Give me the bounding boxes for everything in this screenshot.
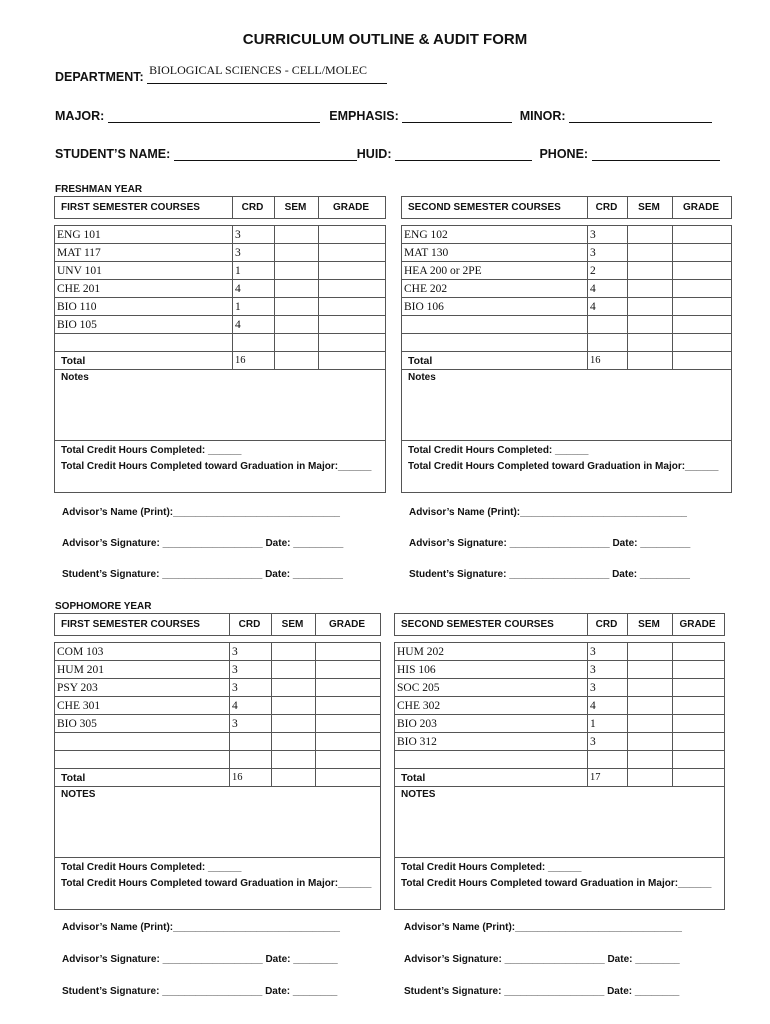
credit-cell: 4 [233,316,275,334]
total-credits: 16 [588,352,628,370]
semester-cell[interactable] [275,316,319,334]
student-row [55,147,720,161]
huid-field[interactable] [395,148,532,161]
minor-field[interactable] [569,110,712,123]
total-label: Total [55,769,230,787]
credit-graduation-line[interactable]: Total Credit Hours Completed toward Graduation in Major:______ [61,878,372,889]
total-grade-cell [316,769,381,787]
grade-column-header: GRADE [319,197,386,219]
crd-column-header: CRD [230,614,272,636]
spacer-cell [402,219,588,226]
credit-summary-row [55,858,381,910]
credit-completed-line[interactable]: Total Credit Hours Completed: ______ [61,445,242,456]
semester-cell[interactable] [628,697,673,715]
total-sem-cell [628,352,673,370]
semester-cell[interactable] [272,751,316,769]
grade-cell[interactable] [673,316,732,334]
table-row [395,661,725,679]
table-row [402,316,732,334]
credit-cell: 1 [233,262,275,280]
total-sem-cell [628,769,673,787]
credit-completed-line[interactable]: Total Credit Hours Completed: ______ [401,862,582,873]
course-cell: CHE 302 [395,697,588,715]
total-grade-cell [673,352,732,370]
table-row [55,316,386,334]
table-row [402,226,732,244]
spacer-cell [233,219,275,226]
semester-cell[interactable] [628,244,673,262]
crd-column-header: CRD [233,197,275,219]
credit-graduation-line[interactable]: Total Credit Hours Completed toward Graduation in Major:______ [61,461,372,472]
grade-column-header: GRADE [673,614,725,636]
credit-cell: 1 [233,298,275,316]
semester-cell[interactable] [275,226,319,244]
table-row [55,715,381,733]
table-row [395,733,725,751]
grade-cell[interactable] [316,751,381,769]
table-row [55,643,381,661]
student-name-label: STUDENT’S NAME: [55,147,171,161]
course-cell: CHE 202 [402,280,588,298]
total-credits: 16 [230,769,272,787]
course-cell: SOC 205 [395,679,588,697]
course-cell: HUM 201 [55,661,230,679]
department-row [55,63,387,84]
course-cell: PSY 203 [55,679,230,697]
course-cell [395,751,588,769]
so2-advisor-signature[interactable]: Advisor’s Signature: __________________ Date: ________ [404,954,680,965]
credit-cell [588,751,628,769]
credit-cell: 4 [588,280,628,298]
table-row [402,262,732,280]
semester-cell[interactable] [628,280,673,298]
course-cell: BIO 110 [55,298,233,316]
grade-cell[interactable] [319,316,386,334]
course-cell: BIO 105 [55,316,233,334]
credit-cell: 3 [588,661,628,679]
credit-cell: 3 [588,733,628,751]
semester-cell[interactable] [628,316,673,334]
so1-advisor-name[interactable]: Advisor’s Name (Print):______________________________ [62,922,340,933]
semester-cell[interactable] [628,226,673,244]
semester-cell[interactable] [272,697,316,715]
course-cell: HIS 106 [395,661,588,679]
freshman-first-semester-table [54,196,386,493]
table-row [402,334,732,352]
sophomore-year-label: SOPHOMORE YEAR [55,601,152,612]
table-row [55,661,381,679]
credit-summary-row [55,441,386,493]
semester-cell[interactable] [275,334,319,352]
notes-row [55,787,381,858]
course-cell: CHE 301 [55,697,230,715]
semester-cell[interactable] [628,751,673,769]
sem-column-header: SEM [628,197,673,219]
credit-completed-line[interactable]: Total Credit Hours Completed: ______ [408,445,589,456]
spacer-cell [319,219,386,226]
credit-summary-row [395,858,725,910]
spacer-cell [230,636,272,643]
grade-cell[interactable] [673,262,732,280]
row-spacer [55,636,381,643]
credit-completed-line[interactable]: Total Credit Hours Completed: ______ [61,862,242,873]
credit-cell: 4 [230,697,272,715]
semester-cell[interactable] [275,262,319,280]
notes-field[interactable]: Notes [402,370,732,441]
credit-cell: 3 [233,244,275,262]
major-field[interactable] [108,110,320,123]
credit-cell [230,733,272,751]
credit-cell: 3 [588,244,628,262]
spacer-cell [628,219,673,226]
notes-row [395,787,725,858]
credit-cell [230,751,272,769]
table-row [395,679,725,697]
grade-cell[interactable] [673,661,725,679]
course-cell [402,334,588,352]
so2-advisor-name[interactable]: Advisor’s Name (Print):______________________________ [404,922,682,933]
table-row [55,751,381,769]
total-credits: 17 [588,769,628,787]
credit-graduation-line[interactable]: Total Credit Hours Completed toward Graduation in Major:______ [401,878,712,889]
course-cell: HEA 200 or 2PE [402,262,588,280]
crd-column-header: CRD [588,614,628,636]
credit-cell [588,334,628,352]
grade-cell[interactable] [673,643,725,661]
total-row [55,352,386,370]
fr1-advisor-name[interactable]: Advisor’s Name (Print):______________________________ [62,507,340,518]
total-row [55,769,381,787]
credit-cell: 3 [230,679,272,697]
total-grade-cell [673,769,725,787]
grade-cell[interactable] [673,715,725,733]
credit-cell [233,334,275,352]
table-row [55,679,381,697]
grade-cell[interactable] [319,244,386,262]
total-label: Total [402,352,588,370]
emphasis-field[interactable] [402,110,512,123]
credit-cell [588,316,628,334]
form-title: CURRICULUM OUTLINE & AUDIT FORM [242,31,528,48]
credit-cell: 4 [588,697,628,715]
total-sem-cell [272,769,316,787]
table-row [402,244,732,262]
crd-column-header: CRD [588,197,628,219]
freshman-second-semester-table [401,196,732,493]
grade-cell[interactable] [673,679,725,697]
minor-label: MINOR: [519,109,566,123]
semester-cell[interactable] [628,733,673,751]
notes-field[interactable]: NOTES [395,787,725,858]
phone-field[interactable] [592,148,720,161]
sem-column-header: SEM [272,614,316,636]
credit-cell: 3 [588,643,628,661]
table-row [55,733,381,751]
table-row [395,697,725,715]
spacer-cell [588,219,628,226]
department-value: BIOLOGICAL SCIENCES - CELL/MOLEC [149,63,368,77]
credit-cell: 4 [588,298,628,316]
credit-cell: 3 [233,226,275,244]
course-cell: ENG 102 [402,226,588,244]
table-row [55,334,386,352]
grade-cell[interactable] [316,697,381,715]
total-credits: 16 [233,352,275,370]
notes-field[interactable]: NOTES [55,787,381,858]
credit-cell: 4 [233,280,275,298]
grade-cell[interactable] [673,226,732,244]
grade-cell[interactable] [673,751,725,769]
row-spacer [55,219,386,226]
row-spacer [395,636,725,643]
grade-cell[interactable] [316,733,381,751]
notes-field[interactable]: Notes [55,370,386,441]
course-cell: HUM 202 [395,643,588,661]
table-row [55,697,381,715]
semester-cell[interactable] [275,244,319,262]
courses-column-header: FIRST SEMESTER COURSES [55,614,230,636]
major-row [55,109,712,123]
sem-column-header: SEM [275,197,319,219]
semester-cell[interactable] [275,280,319,298]
grade-cell[interactable] [673,244,732,262]
spacer-cell [272,636,316,643]
total-grade-cell [319,352,386,370]
table-header [402,197,732,219]
emphasis-label: EMPHASIS: [329,109,399,123]
table-row [395,715,725,733]
sem-column-header: SEM [628,614,673,636]
course-cell: BIO 203 [395,715,588,733]
table-header [55,614,381,636]
grade-cell[interactable] [319,334,386,352]
grade-cell[interactable] [316,679,381,697]
table-row [55,262,386,280]
semester-cell[interactable] [628,643,673,661]
table-header [55,197,386,219]
semester-cell[interactable] [272,715,316,733]
table-row [55,280,386,298]
grade-cell[interactable] [319,226,386,244]
grade-cell[interactable] [316,643,381,661]
spacer-cell [275,219,319,226]
course-cell: ENG 101 [55,226,233,244]
semester-cell[interactable] [628,661,673,679]
course-cell: BIO 305 [55,715,230,733]
credit-cell: 3 [230,643,272,661]
credit-summary-cell [55,441,386,493]
spacer-cell [673,219,732,226]
course-cell: CHE 201 [55,280,233,298]
course-cell: MAT 130 [402,244,588,262]
semester-cell[interactable] [272,733,316,751]
spacer-cell [316,636,381,643]
course-cell: BIO 312 [395,733,588,751]
semester-cell[interactable] [628,679,673,697]
course-cell: MAT 117 [55,244,233,262]
sophomore-second-semester-table [394,613,725,910]
department-label: DEPARTMENT: [55,70,144,84]
total-row [402,352,732,370]
fr2-advisor-signature[interactable]: Advisor’s Signature: __________________ Date: _________ [409,538,691,549]
huid-label: HUID: [356,147,392,161]
grade-cell[interactable] [673,298,732,316]
fr1-student-signature[interactable]: Student’s Signature: __________________ Date: _________ [62,569,343,580]
grade-cell[interactable] [319,298,386,316]
so1-advisor-signature[interactable]: Advisor’s Signature: __________________ Date: ________ [62,954,338,965]
credit-graduation-line[interactable]: Total Credit Hours Completed toward Graduation in Major:______ [408,461,719,472]
department-field[interactable] [147,63,387,84]
table-row [402,280,732,298]
grade-column-header: GRADE [316,614,381,636]
grade-cell[interactable] [673,334,732,352]
total-sem-cell [275,352,319,370]
fr1-advisor-signature[interactable]: Advisor’s Signature: __________________ Date: _________ [62,538,344,549]
credit-cell: 1 [588,715,628,733]
grade-cell[interactable] [673,697,725,715]
freshman-year-label: FRESHMAN YEAR [55,184,143,195]
spacer-cell [55,219,233,226]
grade-cell[interactable] [673,733,725,751]
courses-column-header: FIRST SEMESTER COURSES [55,197,233,219]
courses-column-header: SECOND SEMESTER COURSES [402,197,588,219]
so1-student-signature[interactable]: Student’s Signature: __________________ Date: ________ [62,986,338,997]
row-spacer [402,219,732,226]
semester-cell[interactable] [628,334,673,352]
credit-summary-cell [402,441,732,493]
grade-cell[interactable] [673,280,732,298]
grade-cell[interactable] [316,715,381,733]
phone-label: PHONE: [539,147,589,161]
grade-cell[interactable] [316,661,381,679]
credit-cell: 3 [588,679,628,697]
credit-cell: 3 [230,715,272,733]
total-label: Total [55,352,233,370]
spacer-cell [588,636,628,643]
total-label: Total [395,769,588,787]
semester-cell[interactable] [272,661,316,679]
course-cell: COM 103 [55,643,230,661]
credit-cell: 3 [588,226,628,244]
course-cell: BIO 106 [402,298,588,316]
so2-student-signature[interactable]: Student’s Signature: __________________ Date: ________ [404,986,680,997]
spacer-cell [55,636,230,643]
credit-cell: 3 [230,661,272,679]
total-row [395,769,725,787]
credit-cell: 2 [588,262,628,280]
credit-summary-row [402,441,732,493]
semester-cell[interactable] [628,715,673,733]
semester-cell[interactable] [272,679,316,697]
semester-cell[interactable] [628,298,673,316]
table-row [395,643,725,661]
sophomore-first-semester-table [54,613,381,910]
student-name-field[interactable] [174,148,357,161]
credit-summary-cell [395,858,725,910]
spacer-cell [395,636,588,643]
grade-cell[interactable] [319,280,386,298]
spacer-cell [673,636,725,643]
semester-cell[interactable] [628,262,673,280]
table-header [395,614,725,636]
grade-cell[interactable] [319,262,386,280]
course-cell [55,733,230,751]
table-row [395,751,725,769]
course-cell: UNV 101 [55,262,233,280]
spacer-cell [628,636,673,643]
table-row [55,298,386,316]
major-label: MAJOR: [55,109,105,123]
table-row [55,226,386,244]
table-row [402,298,732,316]
grade-column-header: GRADE [673,197,732,219]
course-cell [402,316,588,334]
credit-summary-cell [55,858,381,910]
fr2-advisor-name[interactable]: Advisor’s Name (Print):______________________________ [409,507,687,518]
course-cell [55,334,233,352]
semester-cell[interactable] [272,643,316,661]
notes-row [55,370,386,441]
course-cell [55,751,230,769]
fr2-student-signature[interactable]: Student’s Signature: __________________ Date: _________ [409,569,690,580]
table-row [55,244,386,262]
notes-row [402,370,732,441]
courses-column-header: SECOND SEMESTER COURSES [395,614,588,636]
semester-cell[interactable] [275,298,319,316]
